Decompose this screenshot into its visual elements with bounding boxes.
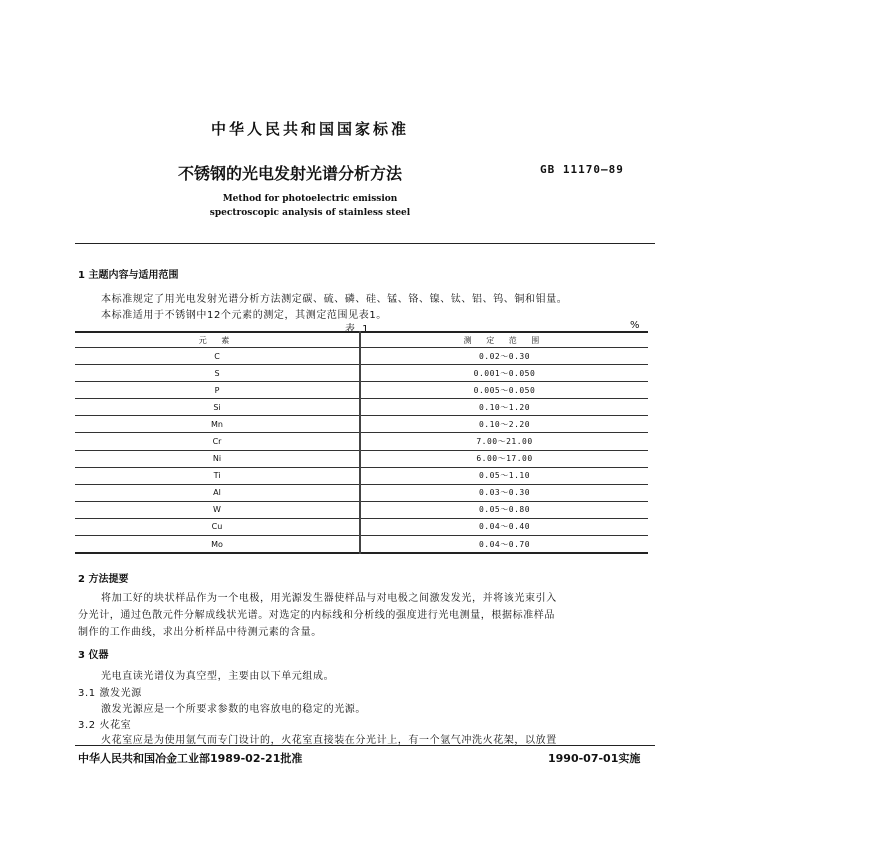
range-cell: 7.00～21.00 xyxy=(360,433,648,450)
section-2-heading: 2 方法提要 xyxy=(78,574,129,585)
element-cell: S xyxy=(75,365,360,382)
element-cell: Mo xyxy=(75,536,360,554)
issuing-authority: 中华人民共和国国家标准 xyxy=(210,120,409,138)
footer-divider xyxy=(75,745,655,746)
range-cell: 0.001～0.050 xyxy=(360,365,648,382)
table-unit: % xyxy=(630,320,640,331)
range-column-header: 测 定 范 围 xyxy=(360,332,648,348)
element-cell: C xyxy=(75,348,360,365)
approval-date: 中华人民共和国冶金工业部1989-02-21批准 xyxy=(78,752,303,765)
document-title: 不锈钢的光电发射光谱分析方法 xyxy=(178,164,403,183)
table-row xyxy=(75,518,648,535)
range-cell: 0.04～0.70 xyxy=(360,536,648,554)
element-cell: Ni xyxy=(75,450,360,467)
range-cell: 0.02～0.30 xyxy=(360,348,648,365)
section-3-2-text: 火花室应是为使用氩气而专门设计的，火花室直接装在分光计上，有一个氩气冲洗火花架，以放置 xyxy=(101,735,557,746)
table-header-row xyxy=(75,332,648,348)
section-1-paragraph-1: 本标准规定了用光电发射光谱分析方法测定碳、硫、磷、硅、锰、铬、镍、钛、铝、钨、铜和钼量。 xyxy=(101,294,568,305)
table-row xyxy=(75,501,648,518)
effective-date: 1990-07-01实施 xyxy=(548,752,641,765)
table-row xyxy=(75,382,648,399)
table-row xyxy=(75,348,648,365)
table-row xyxy=(75,467,648,484)
element-column-header: 元 素 xyxy=(75,332,360,348)
range-cell: 0.05～0.80 xyxy=(360,501,648,518)
standard-number: GB 11170—89 xyxy=(540,163,624,176)
section-3-heading: 3 仪器 xyxy=(78,650,109,661)
section-1-paragraph-2: 本标准适用于不锈钢中12个元素的测定，其测定范围见表1。 xyxy=(101,310,387,321)
table-row xyxy=(75,365,648,382)
english-title-line-2: spectroscopic analysis of stainless steel xyxy=(209,208,411,218)
table-row xyxy=(75,416,648,433)
section-3-paragraph: 光电直读光谱仪为真空型，主要由以下单元组成。 xyxy=(101,671,335,682)
element-cell: Si xyxy=(75,399,360,416)
element-cell: Al xyxy=(75,484,360,501)
section-3-1-heading: 3.1 激发光源 xyxy=(78,688,142,699)
element-range-table xyxy=(75,331,648,554)
element-cell: W xyxy=(75,501,360,518)
section-1-heading: 1 主题内容与适用范围 xyxy=(78,270,179,281)
table-row xyxy=(75,399,648,416)
element-cell: Cu xyxy=(75,518,360,535)
element-cell: Ti xyxy=(75,467,360,484)
range-cell: 6.00～17.00 xyxy=(360,450,648,467)
section-2-line-1: 将加工好的块状样品作为一个电极，用光源发生器使样品与对电极之间激发发光，并将该光束引入 xyxy=(101,593,557,604)
section-2-line-2: 分光计，通过色散元件分解成线状光谱。对选定的内标线和分析线的强度进行光电测量，根据标准样品 xyxy=(78,610,555,621)
table-row xyxy=(75,450,648,467)
range-cell: 0.005～0.050 xyxy=(360,382,648,399)
table-row xyxy=(75,536,648,554)
header-divider xyxy=(75,243,655,244)
range-cell: 0.05～1.10 xyxy=(360,467,648,484)
section-2-line-3: 制作的工作曲线，求出分析样品中待测元素的含量。 xyxy=(78,627,322,638)
table-caption: 表 1 xyxy=(345,324,371,335)
section-3-2-heading: 3.2 火花室 xyxy=(78,720,132,731)
table-row xyxy=(75,484,648,501)
english-title-line-1: Method for photoelectric emission xyxy=(222,194,398,204)
element-cell: Mn xyxy=(75,416,360,433)
range-cell: 0.10～1.20 xyxy=(360,399,648,416)
range-cell: 0.03～0.30 xyxy=(360,484,648,501)
element-cell: Cr xyxy=(75,433,360,450)
element-cell: P xyxy=(75,382,360,399)
section-3-1-text: 激发光源应是一个所要求参数的电容放电的稳定的光源。 xyxy=(101,704,366,715)
range-cell: 0.04～0.40 xyxy=(360,518,648,535)
range-cell: 0.10～2.20 xyxy=(360,416,648,433)
table-row xyxy=(75,433,648,450)
